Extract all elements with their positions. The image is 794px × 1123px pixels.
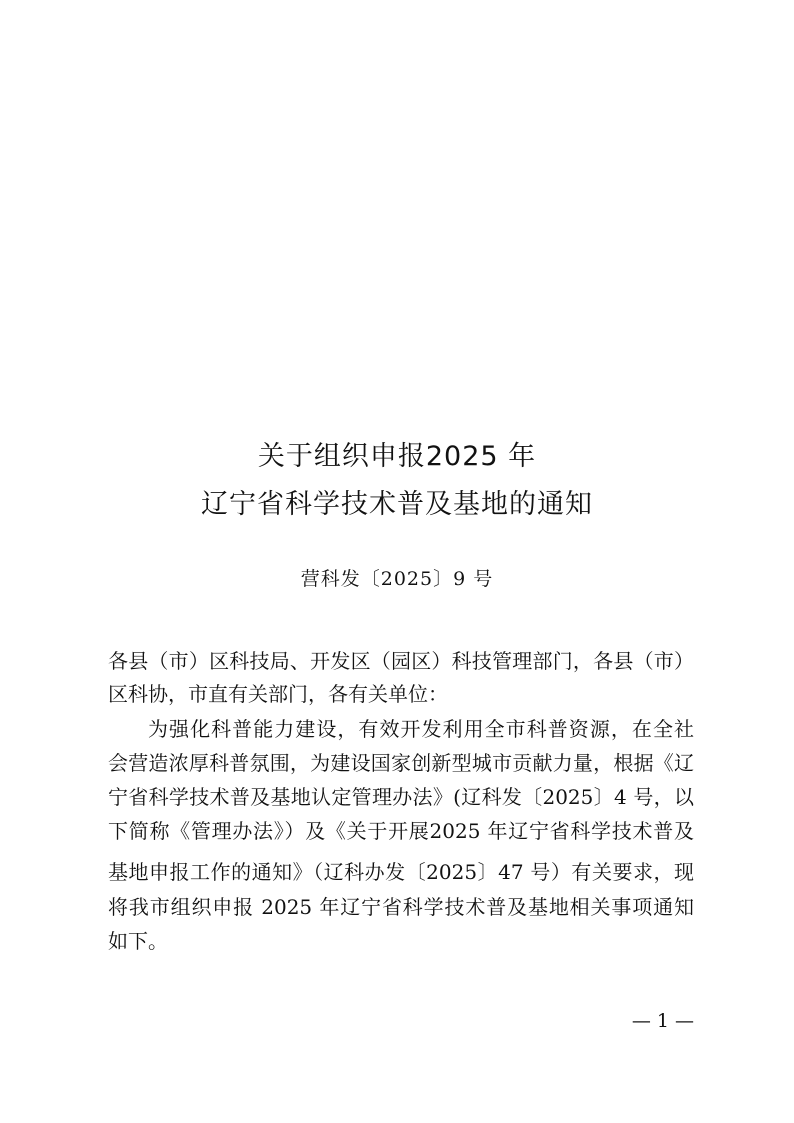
title-line-1: 关于组织申报2025 年 bbox=[257, 441, 537, 472]
document-number: 营科发〔2025〕9 号 bbox=[300, 568, 494, 590]
salutation-line-2: 区科协，市直有关部门，各有关单位： bbox=[108, 682, 448, 706]
title-line-2: 辽宁省科学技术普及基地的通知 bbox=[201, 489, 593, 520]
body-line-6: 将我市组织申报 2025 年辽宁省科学技术普及基地相关事项通知 bbox=[108, 895, 694, 919]
body-line-1: 为强化科普能力建设，有效开发利用全市科普资源，在全社 bbox=[148, 717, 694, 741]
page-number: — 1 — bbox=[631, 1010, 694, 1032]
body-line-2: 会营造浓厚科普氛围，为建设国家创新型城市贡献力量，根据《辽 bbox=[108, 751, 694, 775]
body-line-5: 基地申报工作的通知》（辽科办发〔2025〕47 号）有关要求，现 bbox=[108, 860, 694, 884]
body-line-4: 下简称《管理办法》）及《关于开展2025 年辽宁省科学技术普及 bbox=[108, 819, 694, 843]
body-line-7: 如下。 bbox=[108, 929, 168, 953]
body-line-3: 宁省科学技术普及基地认定管理办法》(辽科发〔2025〕4 号，以 bbox=[108, 785, 694, 809]
salutation-line-1: 各县（市）区科技局、开发区（园区）科技管理部门，各县（市） bbox=[108, 649, 694, 673]
